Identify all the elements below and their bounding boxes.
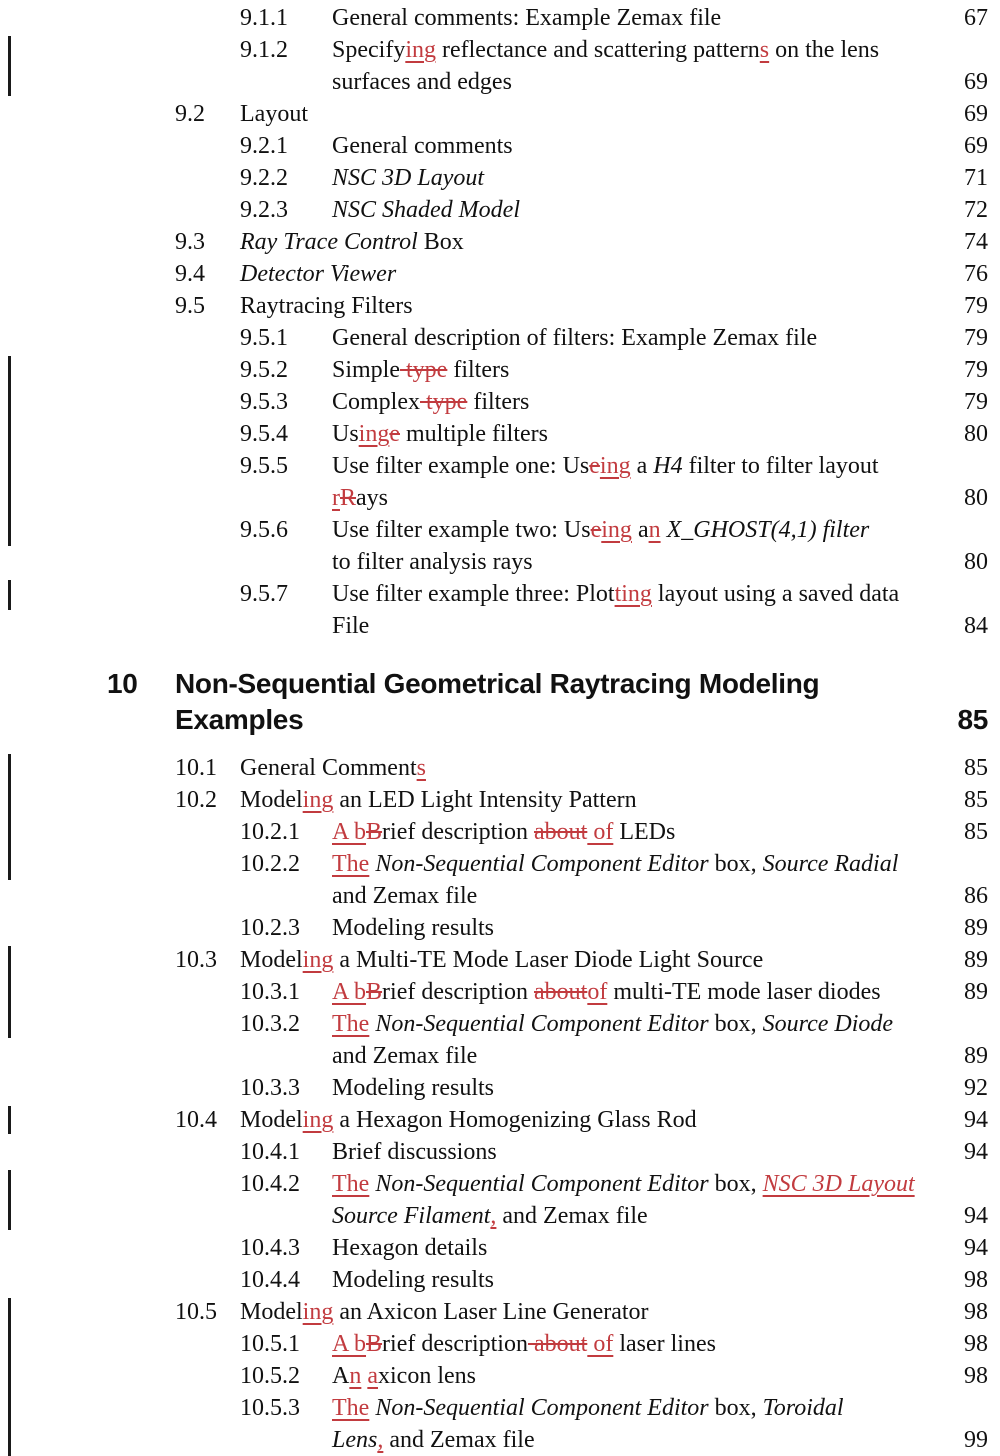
text-span: a Multi-TE Mode Laser Diode Light Source: [333, 947, 764, 973]
inserted-text: ,: [490, 1203, 497, 1229]
text-span: Modeling results: [332, 915, 494, 941]
entry-title: [240, 1104, 697, 1136]
text-span: General comments: Example Zemax file: [332, 5, 722, 31]
entry-title: [332, 546, 533, 578]
entry-number: 10.3: [175, 947, 217, 973]
toc-entry-10-2-2: [0, 848, 1000, 880]
text-span: box,: [708, 1395, 763, 1421]
toc-entry-10-2: [0, 784, 1000, 816]
page-number: 79: [964, 325, 988, 351]
entry-number: 10.4.3: [240, 1235, 300, 1261]
entry-number: 10.4.2: [240, 1171, 300, 1197]
entry-title: [332, 1360, 476, 1392]
entry-title: [240, 752, 426, 784]
entry-title: [332, 130, 513, 162]
entry-title: [240, 1296, 649, 1328]
entry-number: 10.2: [175, 787, 217, 813]
entry-title: [332, 418, 548, 450]
toc-entry-10-2-3: [0, 912, 1000, 944]
text-span: multiple filters: [400, 421, 548, 447]
text-span: A: [332, 1363, 350, 1389]
entry-title: [332, 34, 879, 66]
text-span: NSC 3D Layout: [332, 165, 485, 191]
text-span: Non-Sequential Component Editor: [375, 1395, 709, 1421]
entry-title: [332, 514, 869, 546]
toc-entry-10-3-3: [0, 1072, 1000, 1104]
entry-title: [240, 226, 464, 258]
toc-entry-10-3: [0, 944, 1000, 976]
entry-title: [240, 784, 637, 816]
entry-title: [332, 848, 898, 880]
entry-title: [175, 702, 303, 738]
page-number: 86: [964, 883, 988, 909]
text-span: to filter analysis rays: [332, 549, 533, 575]
table-of-contents: [0, 2, 1000, 1456]
page-number: 94: [964, 1139, 988, 1165]
entry-title: [240, 944, 763, 976]
toc-entry-continuation: [0, 610, 1000, 642]
text-span: Model: [240, 947, 303, 973]
entry-title: [332, 1136, 497, 1168]
text-span: Model: [240, 1299, 303, 1325]
toc-entry-10-5: [0, 1296, 1000, 1328]
entry-title: [332, 816, 675, 848]
entry-number: 9.5.6: [240, 517, 288, 543]
text-span: Us: [332, 421, 359, 447]
inserted-text: ing: [302, 1107, 334, 1133]
toc-entry-9-1-2: [0, 34, 1000, 66]
entry-title: [332, 1232, 487, 1264]
page-number: 84: [964, 613, 988, 639]
text-span: rief description: [382, 1331, 528, 1357]
entry-number: 10.2.2: [240, 851, 300, 877]
inserted-text: ing: [599, 453, 631, 479]
inserted-text: of: [587, 1331, 614, 1357]
page-number: 85: [957, 704, 988, 735]
text-span: Hexagon details: [332, 1235, 488, 1261]
entry-title: [332, 162, 484, 194]
text-span: H4: [653, 453, 683, 479]
entry-title: [332, 2, 721, 34]
text-span: and Zemax file: [332, 883, 478, 909]
page-number: 69: [964, 133, 988, 159]
toc-entry-10-4-4: [0, 1264, 1000, 1296]
entry-title: [332, 1200, 648, 1232]
inserted-text: of: [587, 819, 614, 845]
entry-number: 10.4: [175, 1107, 217, 1133]
text-span: Layout: [240, 101, 308, 127]
text-span: Raytracing Filters: [240, 293, 413, 319]
inserted-text: of: [587, 979, 608, 1005]
toc-entry-10: [0, 666, 1000, 702]
toc-entry-10-3-2: [0, 1008, 1000, 1040]
toc-entry-continuation: [0, 1040, 1000, 1072]
inserted-text: ing: [302, 787, 334, 813]
entry-number: 9.5: [175, 293, 205, 319]
page-number: 89: [964, 1043, 988, 1069]
entry-title: [332, 912, 494, 944]
toc-entry-10-4-3: [0, 1232, 1000, 1264]
entry-number: 10.5.1: [240, 1331, 300, 1357]
entry-title: [332, 1168, 915, 1200]
entry-number: 9.5.3: [240, 389, 288, 415]
text-span: Non-Sequential Component Editor: [375, 1011, 709, 1037]
text-span: Source Filament: [332, 1203, 491, 1229]
page-number: 94: [964, 1203, 988, 1229]
page-number: 89: [964, 947, 988, 973]
inserted-text: ing: [358, 421, 390, 447]
entry-number: 10.2.1: [240, 819, 300, 845]
text-span: on the lens: [769, 37, 880, 63]
toc-entry-9-2: [0, 98, 1000, 130]
inserted-text: The: [332, 851, 370, 877]
entry-number: 9.5.1: [240, 325, 288, 351]
page-number: 98: [964, 1267, 988, 1293]
text-span: Non-Sequential Component Editor: [375, 851, 709, 877]
page-number: 89: [964, 979, 988, 1005]
entry-number: 9.5.5: [240, 453, 288, 479]
text-span: X_GHOST(4,1) filter: [666, 517, 870, 543]
text-span: Ray Trace Control: [240, 229, 418, 255]
text-span: multi-TE mode laser diodes: [607, 979, 881, 1005]
entry-title: [175, 666, 819, 702]
text-span: surfaces and edges: [332, 69, 512, 95]
toc-entry-9-5-5: [0, 450, 1000, 482]
entry-number: 10.3.1: [240, 979, 300, 1005]
text-span: rief description: [382, 979, 534, 1005]
inserted-text: A b: [332, 979, 367, 1005]
text-span: a Hexagon Homogenizing Glass Rod: [333, 1107, 697, 1133]
entry-number: 9.3: [175, 229, 205, 255]
entry-title: [332, 1264, 494, 1296]
inserted-text: ,: [377, 1427, 384, 1453]
text-span: General Comment: [240, 755, 417, 781]
text-span: xicon lens: [378, 1363, 476, 1389]
text-span: a: [631, 517, 649, 543]
toc-entry-9-5-3: [0, 386, 1000, 418]
entry-number: 9.2: [175, 101, 205, 127]
toc-entry-10-2-1: [0, 816, 1000, 848]
deleted-text: e: [590, 517, 602, 543]
deleted-text: about: [527, 1331, 588, 1357]
toc-entry-9-5-4: [0, 418, 1000, 450]
text-span: rief description: [382, 819, 534, 845]
text-span: Non-Sequential Component Editor: [375, 1171, 709, 1197]
toc-entry-9-2-3: [0, 194, 1000, 226]
text-span: General description of filters: Example Zemax file: [332, 325, 818, 351]
entry-number: 9.1.2: [240, 37, 288, 63]
entry-number: 10.4.4: [240, 1267, 300, 1293]
deleted-text: e: [389, 421, 400, 447]
inserted-text: NSC 3D Layout: [762, 1171, 915, 1197]
entry-title: [332, 450, 879, 482]
text-span: Use filter example two: Us: [332, 517, 591, 543]
text-span: Source Diode: [762, 1011, 894, 1037]
page-number: 92: [964, 1075, 988, 1101]
toc-entry-10-4-1: [0, 1136, 1000, 1168]
entry-number: 9.1.1: [240, 5, 288, 31]
entry-number: 9.5.2: [240, 357, 288, 383]
inserted-text: ing: [405, 37, 436, 63]
text-span: Modeling results: [332, 1075, 494, 1101]
page-number: 85: [964, 787, 988, 813]
toc-entry-10-3-1: [0, 976, 1000, 1008]
deleted-text: e: [589, 453, 600, 479]
text-span: filters: [467, 389, 530, 415]
page-number: 85: [964, 755, 988, 781]
deleted-text: B: [366, 819, 383, 845]
toc-entry-10-4-2: [0, 1168, 1000, 1200]
page-number: 99: [964, 1427, 988, 1453]
toc-entry-continuation: [0, 1200, 1000, 1232]
inserted-text: A b: [332, 819, 367, 845]
entry-number: 9.5.4: [240, 421, 288, 447]
entry-number: 9.2.2: [240, 165, 288, 191]
toc-entry-continuation: [0, 702, 1000, 738]
inserted-text: A b: [332, 1331, 367, 1357]
toc-entry-9-5-2: [0, 354, 1000, 386]
text-span: ays: [356, 485, 389, 511]
entry-number: 10: [107, 668, 138, 699]
entry-title: [332, 1072, 494, 1104]
toc-entry-9-5-7: [0, 578, 1000, 610]
text-span: an Axicon Laser Line Generator: [333, 1299, 649, 1325]
inserted-text: r: [332, 485, 340, 511]
toc-entry-9-5: [0, 290, 1000, 322]
text-span: Non-Sequential Geometrical Raytracing Modeling: [175, 668, 820, 699]
toc-entry-continuation: [0, 546, 1000, 578]
entry-title: [332, 1328, 716, 1360]
text-span: box,: [708, 851, 763, 877]
deleted-text: about: [533, 819, 588, 845]
text-span: box,: [708, 1171, 763, 1197]
page-number: 74: [964, 229, 988, 255]
toc-entry-continuation: [0, 880, 1000, 912]
toc-entry-9-4: [0, 258, 1000, 290]
entry-title: [240, 258, 396, 290]
page-number: 98: [964, 1331, 988, 1357]
entry-title: [332, 1424, 535, 1456]
text-span: Use filter example three: Plot: [332, 581, 615, 607]
text-span: layout using a saved data: [651, 581, 900, 607]
toc-entry-10-5-1: [0, 1328, 1000, 1360]
text-span: an LED Light Intensity Pattern: [333, 787, 637, 813]
inserted-text: ing: [601, 517, 632, 543]
page-number: 80: [964, 421, 988, 447]
entry-title: [332, 976, 881, 1008]
text-span: Brief discussions: [332, 1139, 497, 1165]
text-span: Examples: [175, 704, 304, 735]
entry-number: 10.1: [175, 755, 217, 781]
entry-title: [332, 610, 369, 642]
page-number: 71: [964, 165, 988, 191]
text-span: Use filter example one: Us: [332, 453, 590, 479]
page-number: 69: [964, 69, 988, 95]
deleted-text: B: [366, 979, 383, 1005]
toc-entry-continuation: [0, 1424, 1000, 1456]
entry-number: 10.2.3: [240, 915, 300, 941]
text-span: filters: [447, 357, 510, 383]
page-number: 85: [964, 819, 988, 845]
text-span: Lens: [332, 1427, 378, 1453]
text-span: filter to filter layout: [682, 453, 879, 479]
entry-title: [332, 1008, 893, 1040]
entry-number: 10.5.3: [240, 1395, 300, 1421]
text-span: Source Radial: [762, 851, 899, 877]
entry-title: [332, 578, 899, 610]
toc-entry-10-5-3: [0, 1392, 1000, 1424]
deleted-text: about: [533, 979, 588, 1005]
entry-number: 9.2.1: [240, 133, 288, 159]
inserted-text: The: [332, 1011, 370, 1037]
inserted-text: ing: [302, 1299, 334, 1325]
page-number: 79: [964, 389, 988, 415]
inserted-text: s: [416, 755, 426, 781]
text-span: Complex: [332, 389, 420, 415]
entry-title: [332, 194, 520, 226]
toc-entry-9-1-1: [0, 2, 1000, 34]
text-span: Simple: [332, 357, 401, 383]
entry-number: 9.4: [175, 261, 205, 287]
page-number: 76: [964, 261, 988, 287]
text-span: and Zemax file: [332, 1043, 478, 1069]
entry-number: 10.5: [175, 1299, 217, 1325]
entry-number: 10.5.2: [240, 1363, 300, 1389]
text-span: Model: [240, 1107, 303, 1133]
toc-entry-10-5-2: [0, 1360, 1000, 1392]
entry-number: 10.3.2: [240, 1011, 300, 1037]
toc-entry-9-5-6: [0, 514, 1000, 546]
page-number: 67: [964, 5, 988, 31]
entry-title: [332, 354, 509, 386]
text-span: and Zemax file: [496, 1203, 648, 1229]
entry-title: [332, 880, 477, 912]
page-number: 98: [964, 1363, 988, 1389]
page-number: 98: [964, 1299, 988, 1325]
page-number: 89: [964, 915, 988, 941]
page-number: 80: [964, 549, 988, 575]
entry-number: 9.5.7: [240, 581, 288, 607]
entry-title: [332, 482, 388, 514]
entry-title: [332, 1392, 844, 1424]
deleted-text: type: [420, 389, 468, 415]
inserted-text: ing: [302, 947, 334, 973]
toc-entry-10-1: [0, 752, 1000, 784]
text-span: Box: [417, 229, 464, 255]
page-number: 94: [964, 1107, 988, 1133]
deleted-text: R: [340, 485, 357, 511]
entry-number: 10.4.1: [240, 1139, 300, 1165]
text-span: a: [630, 453, 654, 479]
entry-title: [332, 66, 512, 98]
page-number: 79: [964, 357, 988, 383]
toc-entry-10-4: [0, 1104, 1000, 1136]
entry-title: [332, 386, 529, 418]
toc-entry-continuation: [0, 66, 1000, 98]
entry-title: [240, 290, 413, 322]
deleted-text: type: [400, 357, 448, 383]
deleted-text: B: [366, 1331, 383, 1357]
inserted-text: n: [349, 1363, 362, 1389]
page-number: 79: [964, 293, 988, 319]
text-span: Specify: [332, 37, 406, 63]
inserted-text: The: [332, 1395, 370, 1421]
inserted-text: a: [367, 1363, 378, 1389]
text-span: General comments: [332, 133, 513, 159]
toc-entry-9-5-1: [0, 322, 1000, 354]
entry-title: [332, 322, 817, 354]
page-number: 69: [964, 101, 988, 127]
entry-number: 10.3.3: [240, 1075, 300, 1101]
page-number: 72: [964, 197, 988, 223]
text-span: Toroidal: [762, 1395, 844, 1421]
inserted-text: s: [759, 37, 770, 63]
page-number: 94: [964, 1235, 988, 1261]
text-span: LEDs: [613, 819, 676, 845]
inserted-text: ting: [614, 581, 652, 607]
inserted-text: The: [332, 1171, 370, 1197]
inserted-text: n: [648, 517, 661, 543]
toc-entry-continuation: [0, 482, 1000, 514]
text-span: box,: [708, 1011, 763, 1037]
toc-entry-9-2-2: [0, 162, 1000, 194]
toc-entry-9-3: [0, 226, 1000, 258]
text-span: NSC Shaded Model: [332, 197, 520, 223]
page-number: 80: [964, 485, 988, 511]
entry-title: [332, 1040, 477, 1072]
toc-entry-9-2-1: [0, 130, 1000, 162]
text-span: Model: [240, 787, 303, 813]
text-span: reflectance and scattering pattern: [435, 37, 760, 63]
text-span: Modeling results: [332, 1267, 494, 1293]
text-span: Detector Viewer: [240, 261, 397, 287]
text-span: laser lines: [613, 1331, 716, 1357]
text-span: and Zemax file: [383, 1427, 535, 1453]
entry-title: [240, 98, 308, 130]
text-span: File: [332, 613, 370, 639]
entry-number: 9.2.3: [240, 197, 288, 223]
